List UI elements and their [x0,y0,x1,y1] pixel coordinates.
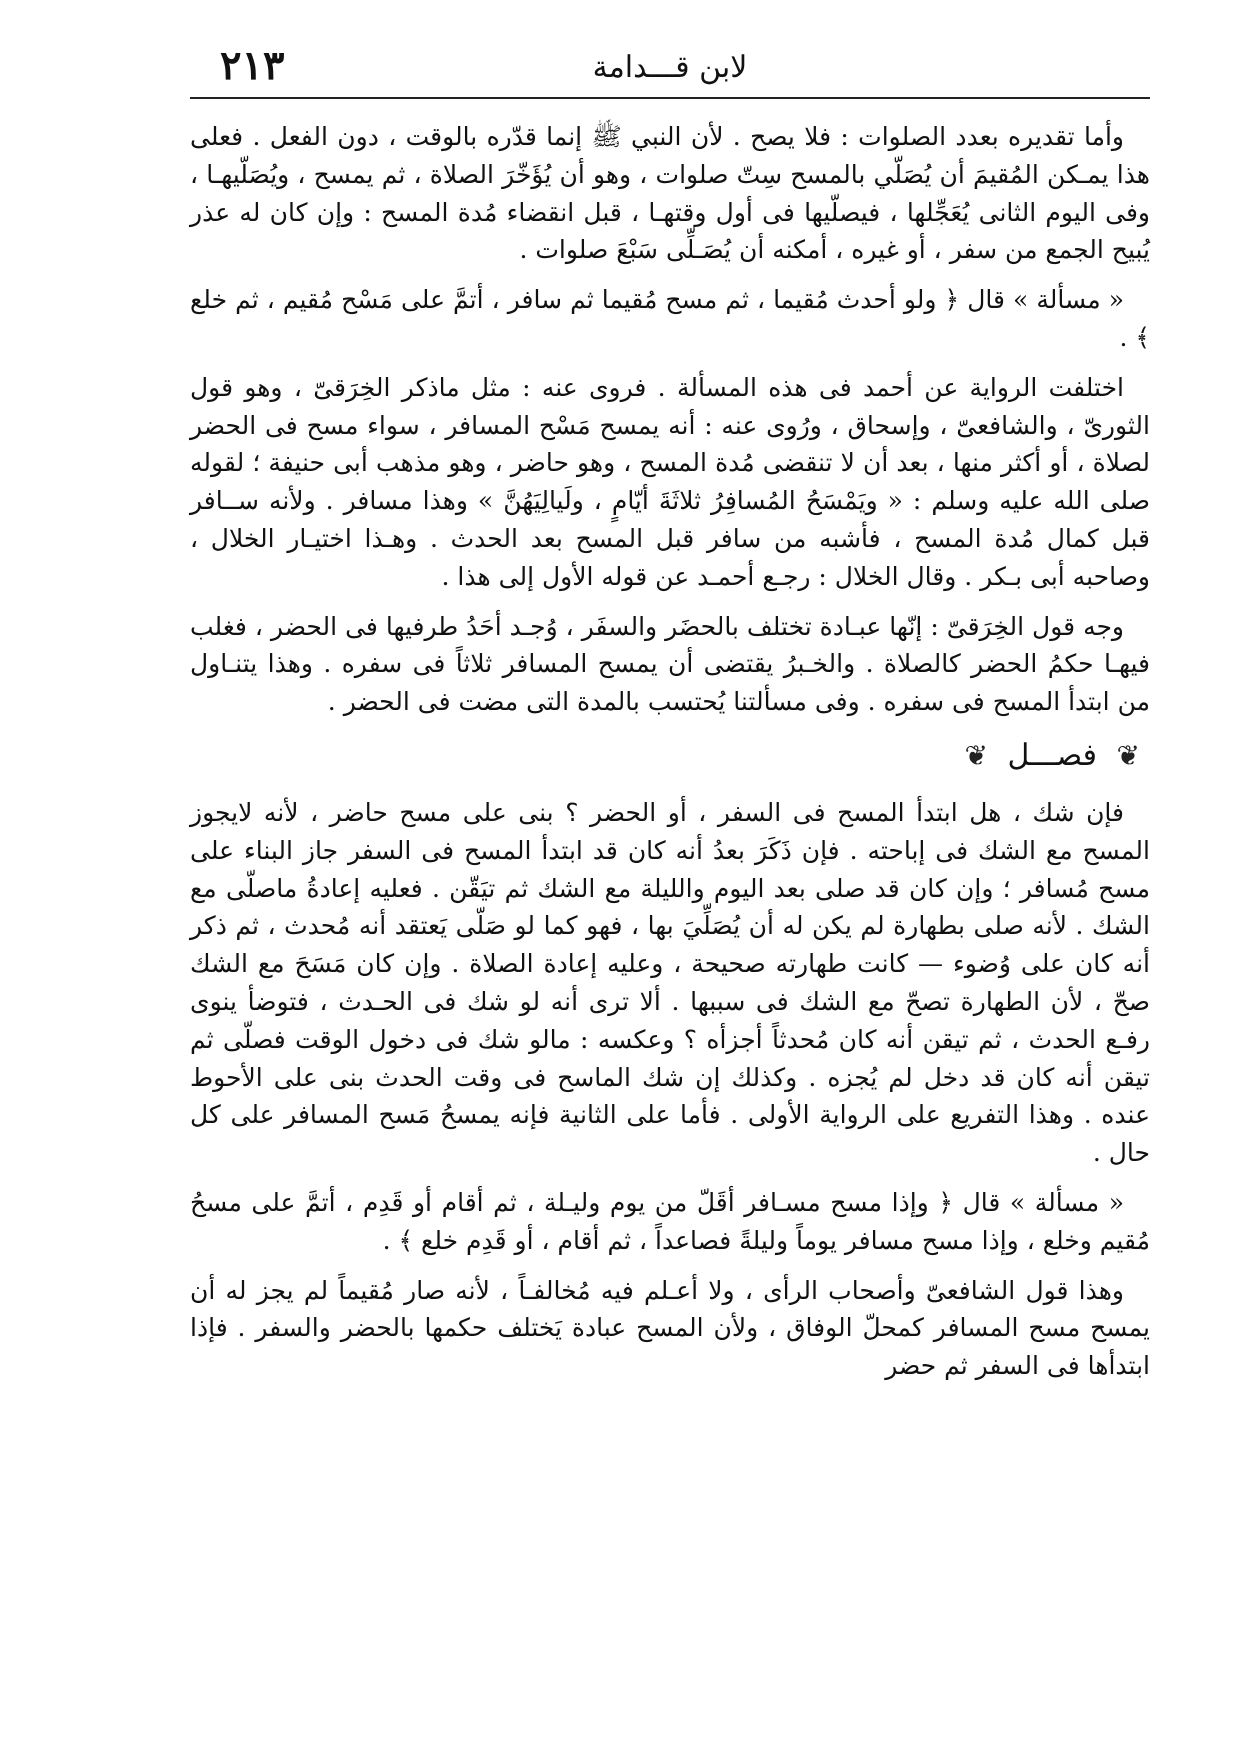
paragraph: وجه قول الخِرَقىّ : إنّها عبـادة تختلف بالحضَر والسفَر ، وُجـد أحَدُ طرفيها فى الحضر ، فغلب فيهـا حكمُ الحضر كالصلاة . والخـبرُ يقتضى أن يمسح المسافر ثلاثاً فى سفره . وهذا يتنـاول من ابتدأ المسح فى سفره . وفى مسألتنا يُحتسب بالمدة التى مضت فى الحضر . [190,611,1150,717]
paragraph: وأما تقديره بعدد الصلوات : فلا يصح . لأن النبي ﷺ إنما قدّره بالوقت ، دون الفعل . فعلى هذا يمـكن المُقيمَ أن يُصَلّي بالمسح سِتّ صلوات ، وهو أن يُؤَخّرَ الصلاة ، ثم يمسح ، ويُصَلّيهـا ، وفى اليوم الثانى يُعَجِّلها ، فيصلّيها فى أول وقتهـا ، قبل انقضاء مُدة المسح : وإن كان له عذر يُبيح الجمع من سفر ، أو غيره ، أمكنه أن يُصَـلِّى سَبْعَ صلوات . [190,122,1150,265]
paragraph: وهذا قول الشافعىّ وأصحاب الرأى ، ولا أعـلم فيه مُخالفـاً ، لأنه صار مُقيماً لم يجز له أن يمسح مسح المسافر كمحلّ الوفاق ، ولأن المسح عبادة يَختلف حكمها بالحضر والسفر . فإذا ابتدأها فى السفر ثم حضر [190,1275,1150,1381]
paragraph: « مسألة » قال ﴿ ولو أحدث مُقيما ، ثم مسح مُقيما ثم سافر ، أتمَّ على مَسْح مُقيم ، ثم خلع ﴾ . [190,285,1150,352]
paragraph: « مسألة » قال ﴿ وإذا مسح مسـافر أقَلّ من يوم وليـلة ، ثم أقام أو قَدِم ، أتمَّ على مسحُ مُقيم وخلع ، وإذا مسح مسافر يوماً وليلةً فصاعداً ، ثم أقام ، أو قَدِم خلع ﴾ . [190,1187,1150,1255]
page-content [190,118,1150,1395]
header-rule [190,97,1150,99]
ornament-icon: ❦ [1116,738,1140,772]
ornament-icon: ❦ [964,738,988,772]
paragraph: اختلفت الرواية عن أحمد فى هذه المسألة . فروى عنه : مثل ماذكر الخِرَقىّ ، وهو قول الثورىّ ، والشافعىّ ، وإسحاق ، ورُوى عنه : أنه يمسح مَسْح المسافر ، سواء مسح فى الحضر لصلاة ، أو أكثر منها ، بعد أن لا تنقضى مُدة المسح ، وهو حاضر ، وهو مذهب أبى حنيفة ؛ لقوله صلى الله عليه وسلم : « ويَمْسَحُ المُسافِرُ ثلاثَةَ أيّامٍ ، ولَيالِيَهُنَّ » وهذا مسافر . ولأنه ســافر قبل كمال مُدة المسح ، فأشبه من سافر قبل المسح بعد الحدث . وهـذا اختيـار الخلال ، وصاحبه أبى بـكر . وقال الخلال : رجـع أحمـد عن قوله الأول إلى هذا . [190,372,1150,591]
running-title: لابن قـــدامة [592,50,748,85]
paragraph: فإن شك ، هل ابتدأ المسح فى السفر ، أو الحضر ؟ بنى على مسح حاضر ، لأنه لايجوز المسح مع الشك فى إباحته . فإن ذَكَرَ بعدُ أنه كان قد ابتدأ المسح فى السفر جاز البناء على مسح مُسافر ؛ وإن كان قد صلى بعد اليوم والليلة مع الشك ثم تيَقّن . فعليه إعادةُ ماصلّى مع الشك . لأنه صلى بطهارة لم يكن له أن يُصَلِّيَ بها ، فهو كما لو صَلّى يَعتقد أنه مُحدث ، ثم ذكر أنه كان على وُضوء — كانت طهارته صحيحة ، وعليه إعادة الصلاة . وإن كان مَسَحَ مع الشك صحّ ، لأن الطهارة تصحّ مع الشك فى سببها . ألا ترى أنه لو شك فى الحـدث ، فتوضأ ينوى رفـع الحدث ، ثم تيقن أنه كان مُحدثاً أجزأه ؟ وعكسه : مالو شك فى دخول الوقت فصلّى ثم تيقن أنه كان قد دخل لم يُجزه . وكذلك إن شك الماسح فى وقت الحدث بنى على الأحوط عنده . وهذا التفريع على الرواية الأولى . فأما على الثانية فإنه يمسحُ مَسح المسافر على كل حال . [190,797,1150,1168]
page-header [190,42,1150,94]
section-title: فصـــل [1007,737,1097,773]
section-divider [190,735,1150,776]
page-number: ٢١٣ [220,42,285,89]
